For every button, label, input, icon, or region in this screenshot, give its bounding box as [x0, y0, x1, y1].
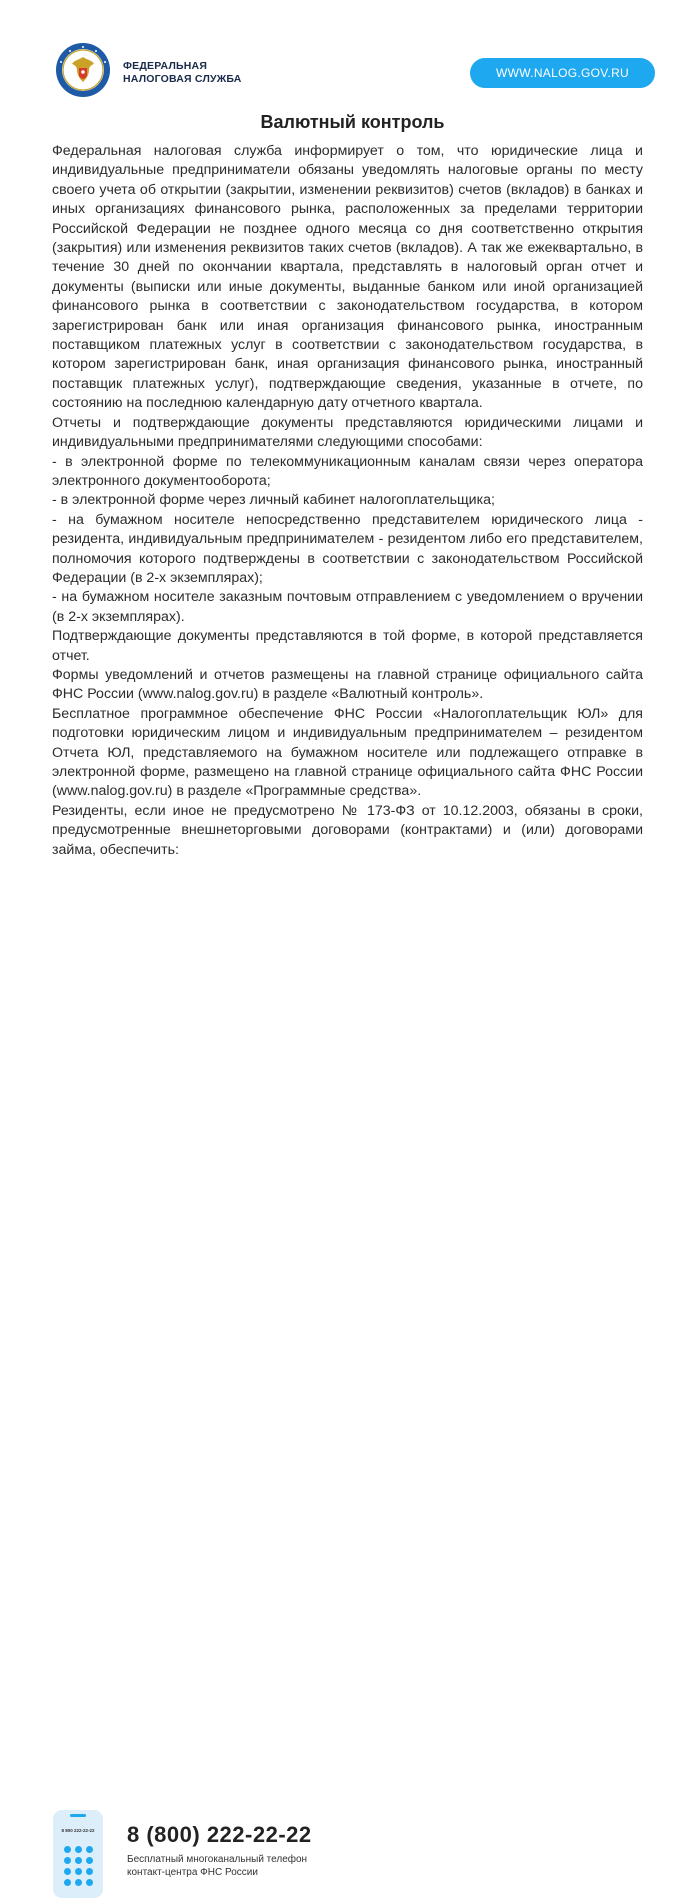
- paragraph: - в электронной форме через личный кабинет налогоплательщика;: [52, 492, 495, 509]
- keypad-dot: [86, 1868, 93, 1875]
- org-name: [123, 60, 242, 86]
- paragraph: Отчеты и подтверждающие документы представляются юридическими лицами и индивидуальными предпринимателями следующими способами:: [52, 414, 643, 451]
- hotline-desc-line1: Бесплатный многоканальный телефон: [127, 1854, 308, 1865]
- keypad-dot: [64, 1846, 71, 1853]
- keypad-dot: [86, 1857, 93, 1864]
- keypad-dot: [64, 1868, 71, 1875]
- keypad-dot: [86, 1846, 93, 1853]
- paragraph: - на бумажном носителе непосредственно представителем юридического лица - резидента, индивидуальным предпринимателем - резидентом либо его представителем, полномочия которого подтверждены в соответствии с законодательством Российской Федерации (в 2-х экземплярах);: [52, 511, 643, 586]
- paragraph: - на бумажном носителе заказным почтовым отправлением с уведомлением о вручении (в 2-х экземплярах).: [52, 589, 643, 625]
- document-body: [52, 142, 643, 860]
- paragraph: Подтверждающие документы представляются в той форме, в которой представляется отчет.: [52, 628, 643, 664]
- paragraph: Формы уведомлений и отчетов размещены на главной странице официального сайта ФНС России (www.nalog.gov.ru) в разделе «Валютный контроль».: [52, 666, 643, 703]
- hotline-number[interactable]: 8 (800) 222-22-22: [127, 1822, 312, 1847]
- hotline-description: [127, 1853, 307, 1879]
- keypad-dot: [75, 1868, 82, 1875]
- keypad-dot: [64, 1879, 71, 1886]
- keypad-dot: [75, 1879, 82, 1886]
- keypad-dot: [64, 1857, 71, 1864]
- phone-keypad: [64, 1846, 94, 1886]
- page-title: Валютный контроль: [260, 112, 445, 132]
- phone-screen-text: 8 800 222-22-22: [61, 1828, 95, 1833]
- fns-emblem-icon: [55, 42, 111, 98]
- hotline-desc-line2: контакт-центра ФНС России: [127, 1867, 258, 1878]
- keypad-dot: [75, 1857, 82, 1864]
- website-link[interactable]: WWW.NALOG.GOV.RU: [470, 58, 655, 88]
- org-name-line2: НАЛОГОВАЯ СЛУЖБА: [123, 73, 242, 85]
- paragraph: - в электронной форме по телекоммуникационным каналам связи через оператора электронного документооборота;: [52, 453, 643, 489]
- phone-icon: [53, 1810, 103, 1898]
- paragraph: Федеральная налоговая служба информирует о том, что юридические лица и индивидуальные предприниматели обязаны уведомлять налоговые органы по месту своего учета об открытии (закрытии, изменении реквизитов) счетов (вкладов) в банках и иных организациях финансового рынка, расположенных за пределами территории Российской Федерации не позднее одного месяца со дня соответственно открытия (закрытия) или изменения реквизитов таких счетов (вкладов). А так же ежеквартально, в течение 30 дней по окончании квартала, представлять в налоговый орган отчет и документы (выписки или иные документы, выданные банком или иной организацией финансового рынка в соответствии с законодательством государства, в котором зарегистрирован банк или иная организация финансового рынка, иностранным поставщиком платежных услуг в соответствии с законодательством государства, в котором зарегистрирован банк, иная организация финансового рынка, иностранный поставщик платежных услуг), подтверждающие сведения, указанные в отчете, по состоянию на последнюю календарную дату отчетного квартала.: [52, 143, 643, 412]
- paragraph: Бесплатное программное обеспечение ФНС России «Налогоплательщик ЮЛ» для подготовки юридическим лицом и индивидуальным предпринимателем – резидентом Отчета ЮЛ, представляемого на бумажном носителе или подлежащего отправке в электронной форме, размещено на главной странице официального сайта ФНС России (www.nalog.gov.ru) в разделе «Программные средства».: [52, 705, 643, 800]
- phone-speaker: [70, 1814, 86, 1817]
- page-header: [0, 0, 693, 110]
- keypad-dot: [75, 1846, 82, 1853]
- paragraph: Резиденты, если иное не предусмотрено № 173-ФЗ от 10.12.2003, обязаны в сроки, предусмотренные внешнеторговыми договорами (контрактами) и (или) договорами займа, обеспечить:: [52, 802, 643, 858]
- org-name-line1: ФЕДЕРАЛЬНАЯ: [123, 60, 208, 72]
- page-footer: [0, 900, 693, 1878]
- keypad-dot: [86, 1879, 93, 1886]
